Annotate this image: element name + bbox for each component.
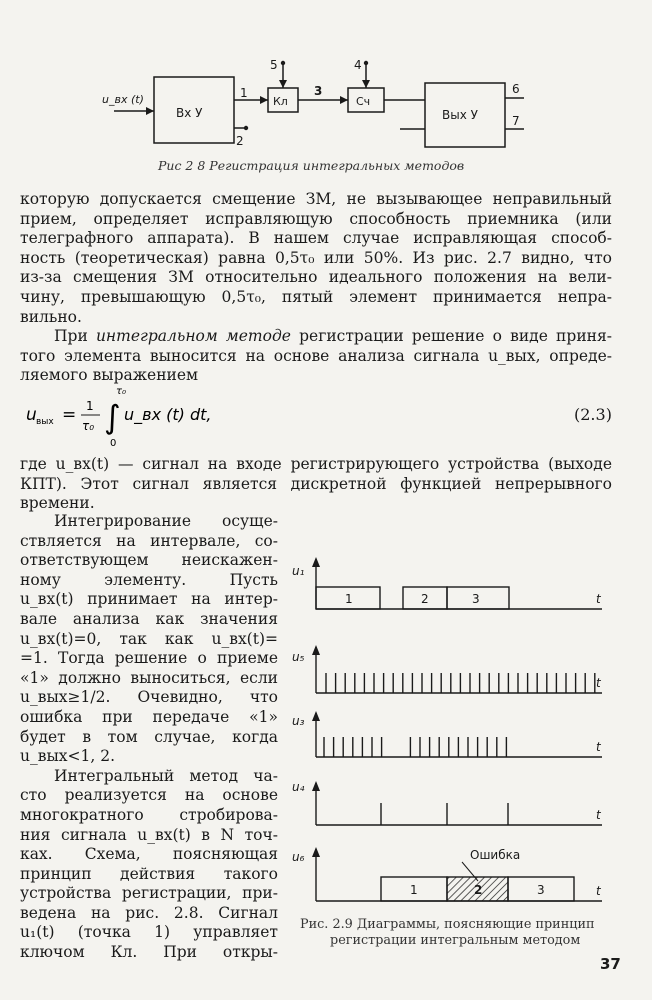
axis-label-u1: u₁ xyxy=(292,564,305,578)
integral-sign: ∫ xyxy=(104,398,121,436)
input-label: u_вх (t) xyxy=(102,93,144,106)
figure-2-9-caption-line-1: Рис. 2.9 Диаграммы, поясняющие принцип xyxy=(300,917,595,932)
text-line: ствляется на интервале, со- xyxy=(20,531,278,550)
axis-label-u3: u₃ xyxy=(292,714,305,728)
text-line: телеграфного аппарата). В нашем случае исправляющая способ- xyxy=(20,229,612,248)
text-line: u_вых<1, 2. xyxy=(20,747,116,766)
text-line: того элемента выносится на основе анализа сигнала u_вых, опреде- xyxy=(20,346,612,365)
figure-2-8-diagram xyxy=(100,55,530,165)
text-line: чину, превышающую 0,5τ₀, пятый элемент принимается непра- xyxy=(20,287,612,306)
t-label-u1: t xyxy=(596,592,601,606)
pin-7: 7 xyxy=(512,114,520,128)
formula-body: u_вх (t) dt, xyxy=(124,405,212,424)
paragraph-3 xyxy=(20,455,612,514)
text-line: из-за смещения ЗМ относительно идеального положения на вели- xyxy=(20,268,612,287)
axis-label-u5: u₅ xyxy=(292,650,305,664)
u1-seg-label-1: 1 xyxy=(345,592,353,606)
text-line: ляемого выражением xyxy=(20,366,199,385)
formula-2-3 xyxy=(20,382,620,452)
pin-2: 2 xyxy=(236,134,244,148)
t-label-u4: t xyxy=(596,808,601,822)
figure-2-9-caption-line-2: регистрации интегральным методом xyxy=(330,933,581,948)
text-line: ность (теоретическая) равна 0,5τ₀ или 50%. Из рис. 2.7 видно, что xyxy=(20,248,612,267)
block-kl-label: Кл xyxy=(273,95,288,108)
axis-label-u4: u₄ xyxy=(292,780,305,794)
formula-frac-den: τ₀ xyxy=(82,419,95,433)
text-line: времени. xyxy=(20,494,95,513)
text-line: где u_вх(t) — сигнал на входе регистрирующего устройства (выходе xyxy=(20,455,612,473)
u6-seg-label-1: 1 xyxy=(410,883,418,897)
pin-1: 1 xyxy=(240,86,248,100)
svg-text:=: = xyxy=(62,405,77,425)
text-line: u_вх(t)=0, так как u_вх(t)= xyxy=(20,629,278,648)
text-line: прием, определяет исправляющую способность приемника (или xyxy=(20,209,612,228)
axis-label-u6: u₆ xyxy=(292,850,305,864)
u6-seg-label-3: 3 xyxy=(537,883,545,897)
text-line: будет в том случае, когда xyxy=(20,727,278,746)
text-line: «1» должно выноситься, если xyxy=(20,668,278,687)
text-line: вале анализа как значения xyxy=(20,609,278,628)
text-line: ках. Схема, поясняющая xyxy=(20,845,278,864)
page-number: 37 xyxy=(600,955,621,973)
formula-upper-limit: τ₀ xyxy=(116,386,127,397)
formula-number: (2.3) xyxy=(574,405,612,424)
text-line: Интегрирование осуще- xyxy=(54,512,278,530)
paragraph-1 xyxy=(20,190,612,327)
pin-4: 4 xyxy=(354,58,362,72)
text-line: ному элементу. Пусть xyxy=(20,570,278,589)
block-vyx-label: Вых У xyxy=(442,108,478,122)
t-label-u6: t xyxy=(596,884,601,898)
text-line: u₁(t) (точка 1) управляет xyxy=(20,923,278,942)
t-label-u3: t xyxy=(596,740,601,754)
text-line: которую допускается смещение ЗМ, не вызывающее неправильный xyxy=(20,190,612,208)
text-line: u_вх(t) принимает на интер- xyxy=(20,590,278,609)
text-line: =1. Тогда решение о приеме xyxy=(20,649,278,668)
figure-2-8-caption: Рис 2 8 Регистрация интегральных методов xyxy=(158,158,465,173)
u1-seg-label-3: 3 xyxy=(472,592,480,606)
text-line: ключом Кл. При откры- xyxy=(20,943,278,962)
text-line: принцип действия такого xyxy=(20,864,278,883)
figure-2-9-timing-diagram xyxy=(290,555,620,915)
text-line: вильно. xyxy=(20,307,82,326)
text-line: сто реализуется на основе xyxy=(20,786,278,805)
pin-3: 3 xyxy=(314,84,323,98)
text-line: ошибка при передаче «1» xyxy=(20,707,278,726)
u1-seg-label-2: 2 xyxy=(421,592,429,606)
block-vx-label: Вх У xyxy=(176,106,203,120)
block-sch-label: Сч xyxy=(356,95,371,108)
error-label: Ошибка xyxy=(470,848,521,862)
left-column-text xyxy=(20,512,278,963)
text-line: ведена на рис. 2.8. Сигнал xyxy=(20,903,278,922)
text-line: ответствующем неискажен- xyxy=(20,551,278,570)
u6-seg-label-2: 2 xyxy=(474,883,483,897)
pin-5: 5 xyxy=(270,58,278,72)
text-line: многократного стробирова- xyxy=(20,805,278,824)
formula-lhs-sub: вых xyxy=(36,417,54,427)
formula-lhs: u xyxy=(26,405,37,425)
text-line: u_вых≥1/2. Очевидно, что xyxy=(20,688,278,707)
text-line: устройства регистрации, при- xyxy=(20,884,278,903)
formula-lower-limit: 0 xyxy=(110,438,117,449)
pin-6: 6 xyxy=(512,82,520,96)
t-label-u5: t xyxy=(596,676,601,690)
formula-frac-num: 1 xyxy=(86,399,94,413)
text-line: ния сигнала u_вх(t) в N точ- xyxy=(20,825,278,844)
text-line: Интегральный метод ча- xyxy=(54,766,278,785)
emphasis-integral-method: интегральном методе xyxy=(95,327,291,345)
paragraph-2 xyxy=(20,327,612,386)
text-line: При интегральном методе регистрации решение о виде приня- xyxy=(54,327,612,345)
text-line: КПТ). Этот сигнал является дискретной функцией непрерывного xyxy=(20,474,612,493)
